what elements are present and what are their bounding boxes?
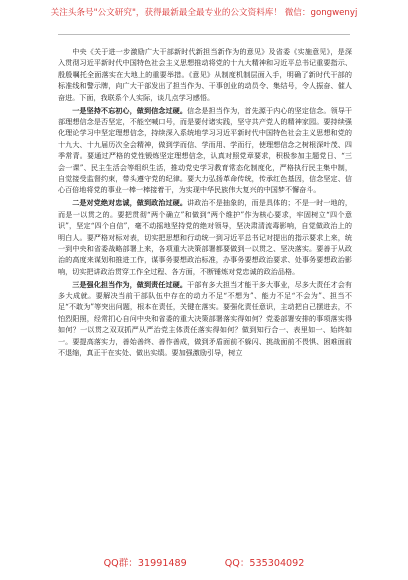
contact-footer [0, 555, 408, 569]
paragraph-text: 中央《关于进一步激励广大干部新时代新担当新作为的意见》及省委《实施意见》，是深入贯彻习近平新时代中国特色社会主义思想推动将党的十九大精神和习近平总书记重要指示、殷殷嘱托全面落实在大地上的重要举措。《意见》从制度机制层面入手，明确了新时代干部的标准线和警示牌，向广大干部发出了担当作为、干事创业的动员令、集结号，令人振奋、催人奋进。下面，我联系个人实际，谈几点学习感悟。 [58, 47, 352, 102]
header-divider [58, 34, 350, 35]
qq-group: QQ群：31991489 [103, 558, 187, 569]
section-heading: 一是坚持不忘初心，做到信念过硬。 [72, 105, 188, 115]
paragraph-text: 讲政治不是抽象的，而是具体的；不是一时一地的，而是一以贯之的。要把贯彻“两个确立”和做到“两个维护”作为核心要求，牢固树立“四个意识”，坚定“四个自信”，毫不动摇地坚持党的绝对领导，坚决肃清流毒影响，自觉做政治上的明白人。要严格对标对表，切实把思想和行动统一到习近平总书记对提出的指示要求上来，统一到中央和省委战略部署上来，各项重大决策部署都要做到一以贯之、坚决落实。要善于从政治的高度来谋划和推进工作，谋事务要想政治标准，办事务要想政治要求、处事务要想政治影响，切实把讲政治贯穿工作全过程、各方面，不断锤炼对党忠诚的政治品格。 [58, 198, 352, 276]
qq-number: QQ：535304092 [224, 558, 305, 569]
paragraph-text: 干部有多大担当才能干多大事业，尽多大责任才会有多大成就。要解决当前干部队伍中存在的动力不足“不想为”、能力不足“不会为”、担当不足“不敢为”等突出问题，根本在责任，关键在落实。要强化责任意识，主动把自己摆进去，不怕烈阳照，经常扪心自问中央和省委的重大决策部署落实得如何？党委部署安排的事项落实得如何？一以贯之双双抓严从严治党主体责任落实得如何？做到知行合一、表里如一、始终如一。要提高落实力，善始善终、善作善成，做到矛盾面前不躲闪、挑战面前不畏惧、困难面前不退缩，真正干在实处、做出实绩。要加强激励引导，树立 [58, 279, 352, 358]
paragraph-text: 信念是担当作为，首先源于内心的坚定信念。领导干部理想信念是否坚定，不能空喊口号，而是要付诸实践，坚守共产党人的精神家园。要持续强化理论学习中坚定理想信念，持续深入系统地学习习近平新时代中国特色社会主义思想和党的十九大、十九届历次全会精神，做到学而信、学而用、学而行，使理想信念之树根深叶茂、四季常青。要通过严格的党性锻炼坚定理想信念，认真对照党章要求，积极参加主题党日、“三会一课”、民主生活会等组织生活，推动党史学习教育常态化制度化，严格执行民主集中制，自觉接受监督约束，带头遵守党的纪律。要大力弘扬革命传统，传承红色基因，信念坚定、信心百倍地将党的事业一棒一棒接着干，为实现中华民族伟大复兴的中国梦不懈奋斗。 [58, 105, 352, 195]
section-heading: 三是强化担当作为，做到责任过硬。 [72, 279, 188, 289]
document-body [58, 46, 352, 360]
section-paragraph-belief [58, 105, 352, 196]
intro-paragraph [58, 46, 352, 103]
section-paragraph-responsibility [58, 279, 352, 359]
section-heading: 二是对党绝对忠诚，做到政治过硬。 [72, 198, 188, 208]
top-banner: 关注头条号"公文研究"，获得最新最全最专业的公文资料库！ 微信：gongwenyj [50, 8, 358, 18]
section-paragraph-politics [58, 197, 352, 277]
